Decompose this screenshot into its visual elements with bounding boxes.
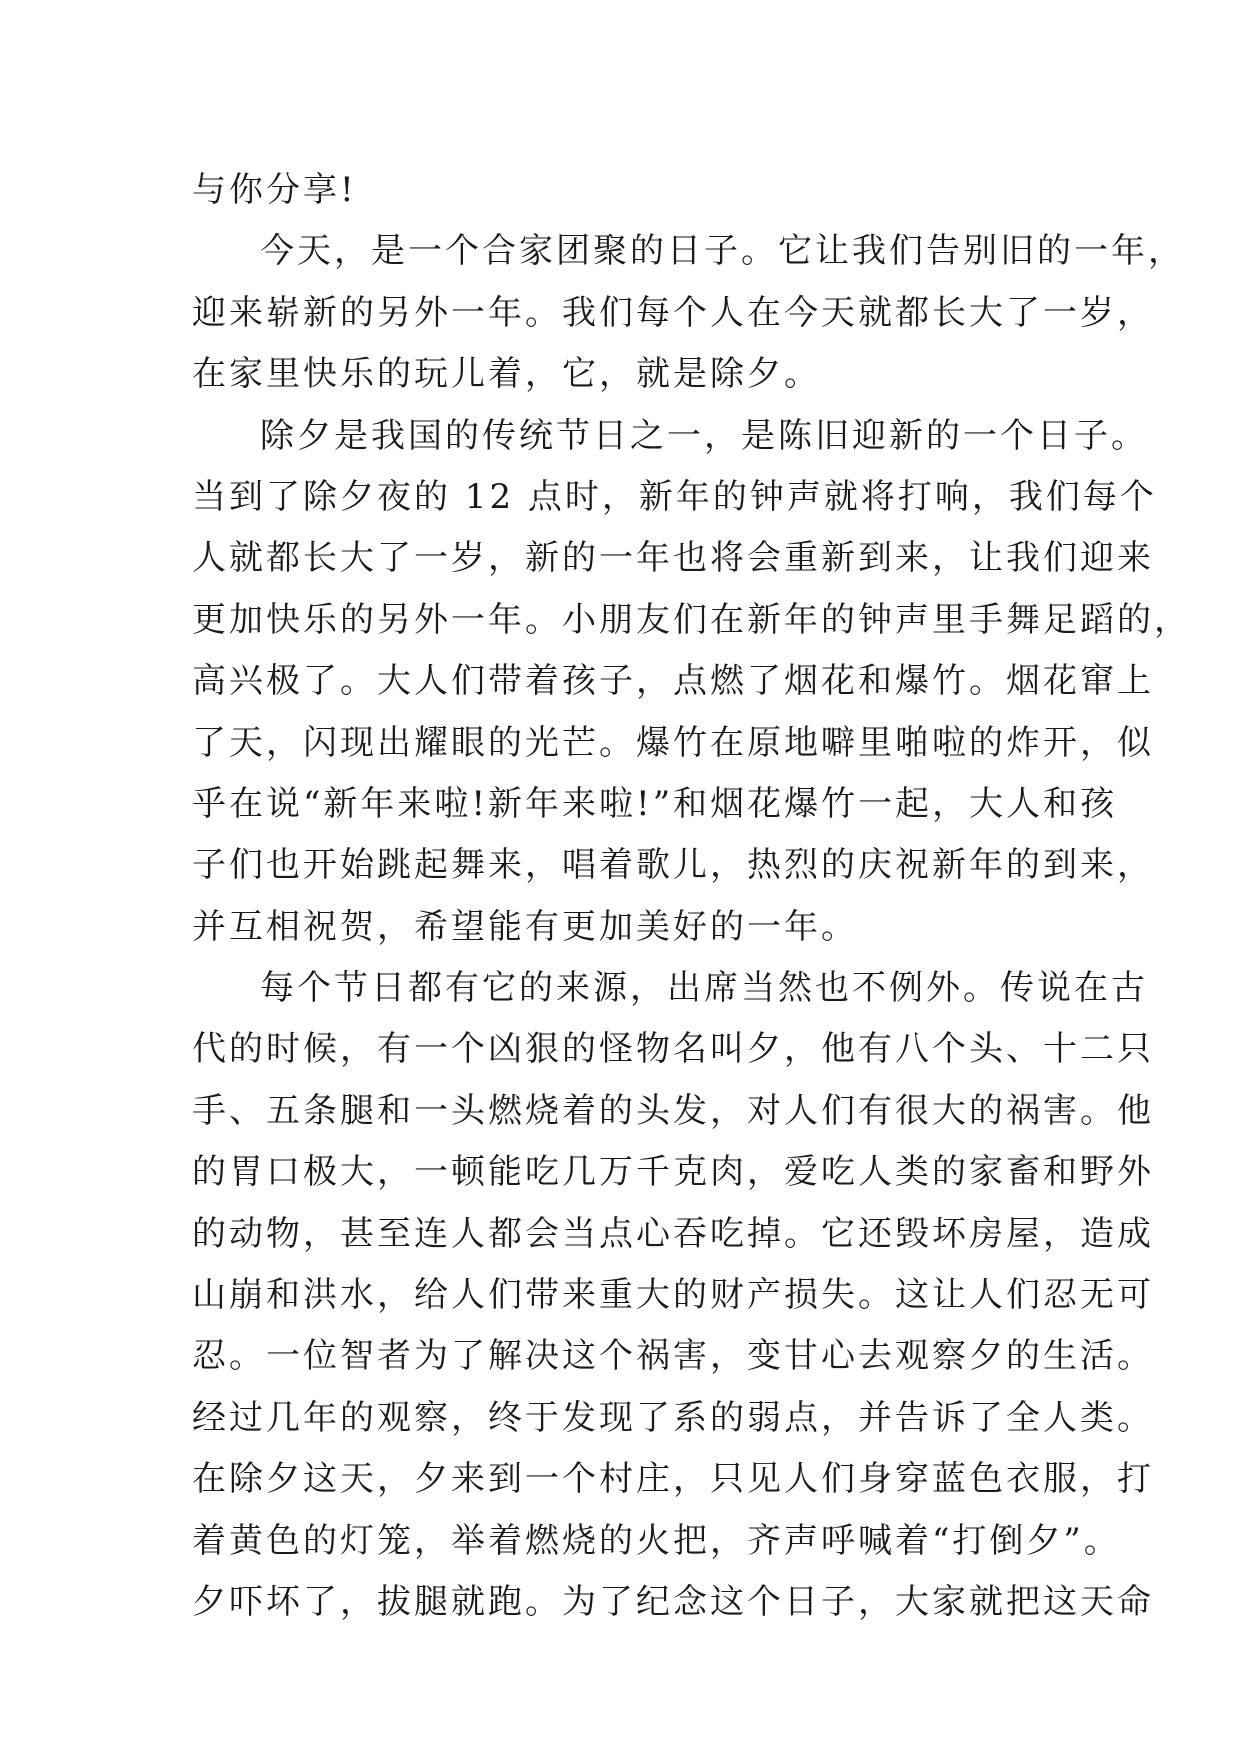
text-line: 经过几年的观察，终于发现了系的弱点，并告诉了全人类。 bbox=[192, 1397, 1154, 1438]
text-line: 乎在说“新年来啦!新年来啦!”和烟花爆竹一起，大人和孩 bbox=[192, 783, 1118, 824]
text-line: 与你分享! bbox=[192, 170, 357, 210]
text-line: 在除夕这天，夕来到一个村庄，只见人们身穿蓝色衣服，打 bbox=[192, 1459, 1154, 1500]
text-line: 今天，是一个合家团聚的日子。它让我们告别旧的一年， bbox=[260, 231, 1185, 272]
text-line: 在家里快乐的玩儿着，它，就是除夕。 bbox=[192, 354, 821, 395]
text-line: 着黄色的灯笼，举着燃烧的火把，齐声呼喊着“打倒夕”。 bbox=[192, 1520, 1121, 1561]
text-line: 的动物，甚至连人都会当点心吞吃掉。它还毁坏房屋，造成 bbox=[192, 1213, 1154, 1254]
text-line: 手、五条腿和一头燃烧着的头发，对人们有很大的祸害。他 bbox=[192, 1090, 1154, 1131]
text-line: 忍。一位智者为了解决这个祸害，变甘心去观察夕的生活。 bbox=[192, 1336, 1154, 1377]
text-line: 每个节日都有它的来源，出席当然也不例外。传说在古 bbox=[260, 968, 1148, 1009]
text-line: 山崩和洪水，给人们带来重大的财产损失。这让人们忍无可 bbox=[192, 1275, 1154, 1316]
text-line: 更加快乐的另外一年。小朋友们在新年的钟声里手舞足蹈的， bbox=[192, 599, 1191, 640]
text-line: 夕吓坏了，拔腿就跑。为了纪念这个日子，大家就把这天命 bbox=[192, 1581, 1154, 1622]
text-line: 除夕是我国的传统节日之一，是陈旧迎新的一个日子。 bbox=[260, 415, 1148, 456]
text-line: 并互相祝贺，希望能有更加美好的一年。 bbox=[192, 906, 858, 947]
text-line: 高兴极了。大人们带着孩子，点燃了烟花和爆竹。烟花窜上 bbox=[192, 661, 1154, 702]
text-line: 子们也开始跳起舞来，唱着歌儿，热烈的庆祝新年的到来， bbox=[192, 845, 1154, 886]
article-body bbox=[192, 160, 1191, 1633]
text-line: 人就都长大了一岁，新的一年也将会重新到来，让我们迎来 bbox=[192, 538, 1154, 579]
text-line: 代的时候，有一个凶狠的怪物名叫夕，他有八个头、十二只 bbox=[192, 1029, 1154, 1070]
text-line: 了天，闪现出耀眼的光芒。爆竹在原地噼里啪啦的炸开，似 bbox=[192, 722, 1154, 763]
text-line: 当到了除夕夜的 12 点时，新年的钟声就将打响，我们每个 bbox=[192, 476, 1157, 517]
text-line: 迎来崭新的另外一年。我们每个人在今天就都长大了一岁， bbox=[192, 292, 1154, 333]
text-line: 的胃口极大，一顿能吃几万千克肉，爱吃人类的家畜和野外 bbox=[192, 1152, 1154, 1193]
